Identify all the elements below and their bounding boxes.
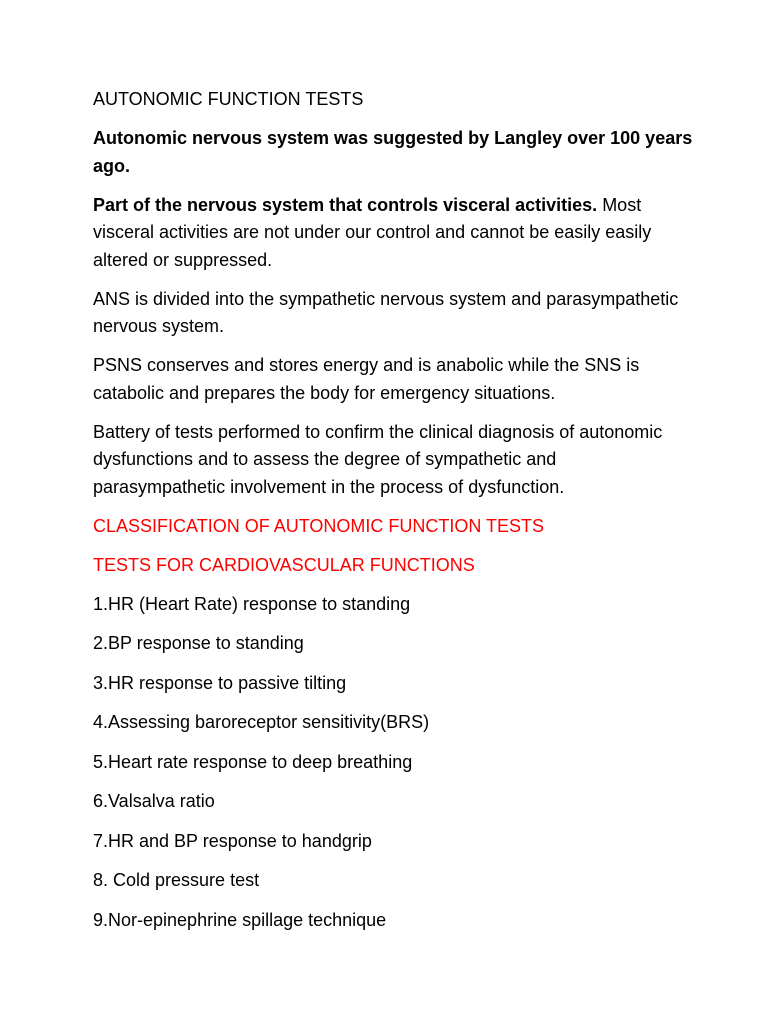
classification-heading: CLASSIFICATION OF AUTONOMIC FUNCTION TESTS — [93, 515, 545, 536]
definition-bold-text: Part of the nervous system that controls visceral activities. — [93, 194, 598, 215]
list-item: 8. Cold pressure test — [93, 870, 260, 890]
list-item: 9.Nor-epinephrine spillage technique — [93, 909, 387, 930]
list-item: 1.HR (Heart Rate) response to standing — [93, 593, 411, 614]
psns-sns-paragraph: PSNS conserves and stores energy and is anabolic while the SNS is catabolic and prepares the body for emergency situations. — [93, 355, 640, 403]
definition-rest-text: Most visceral activities are not under our control and cannot be easily easily altered or suppressed. — [93, 194, 652, 270]
document-body — [93, 86, 693, 946]
list-item: 4.Assessing baroreceptor sensitivity(BRS) — [93, 712, 430, 732]
list-item: 5.Heart rate response to deep breathing — [93, 751, 413, 772]
list-item: 3.HR response to passive tilting — [93, 672, 347, 693]
document-title: AUTONOMIC FUNCTION TESTS — [93, 89, 364, 109]
cardiovascular-heading: TESTS FOR CARDIOVASCULAR FUNCTIONS — [93, 554, 475, 575]
list-item: 7.HR and BP response to handgrip — [93, 830, 372, 851]
ans-division-paragraph: ANS is divided into the sympathetic nervous system and parasympathetic nervous system. — [93, 288, 679, 336]
list-item: 2.BP response to standing — [93, 633, 304, 653]
list-item: 6.Valsalva ratio — [93, 791, 215, 811]
battery-paragraph: Battery of tests performed to confirm the clinical diagnosis of autonomic dysfunctions and to assess the degree of sympathetic and parasympathetic involvement in the process of dysfunction. — [93, 421, 663, 497]
definition-paragraph — [93, 192, 693, 275]
tests-list — [93, 591, 693, 935]
intro-paragraph: Autonomic nervous system was suggested by Langley over 100 years ago. — [93, 128, 693, 176]
